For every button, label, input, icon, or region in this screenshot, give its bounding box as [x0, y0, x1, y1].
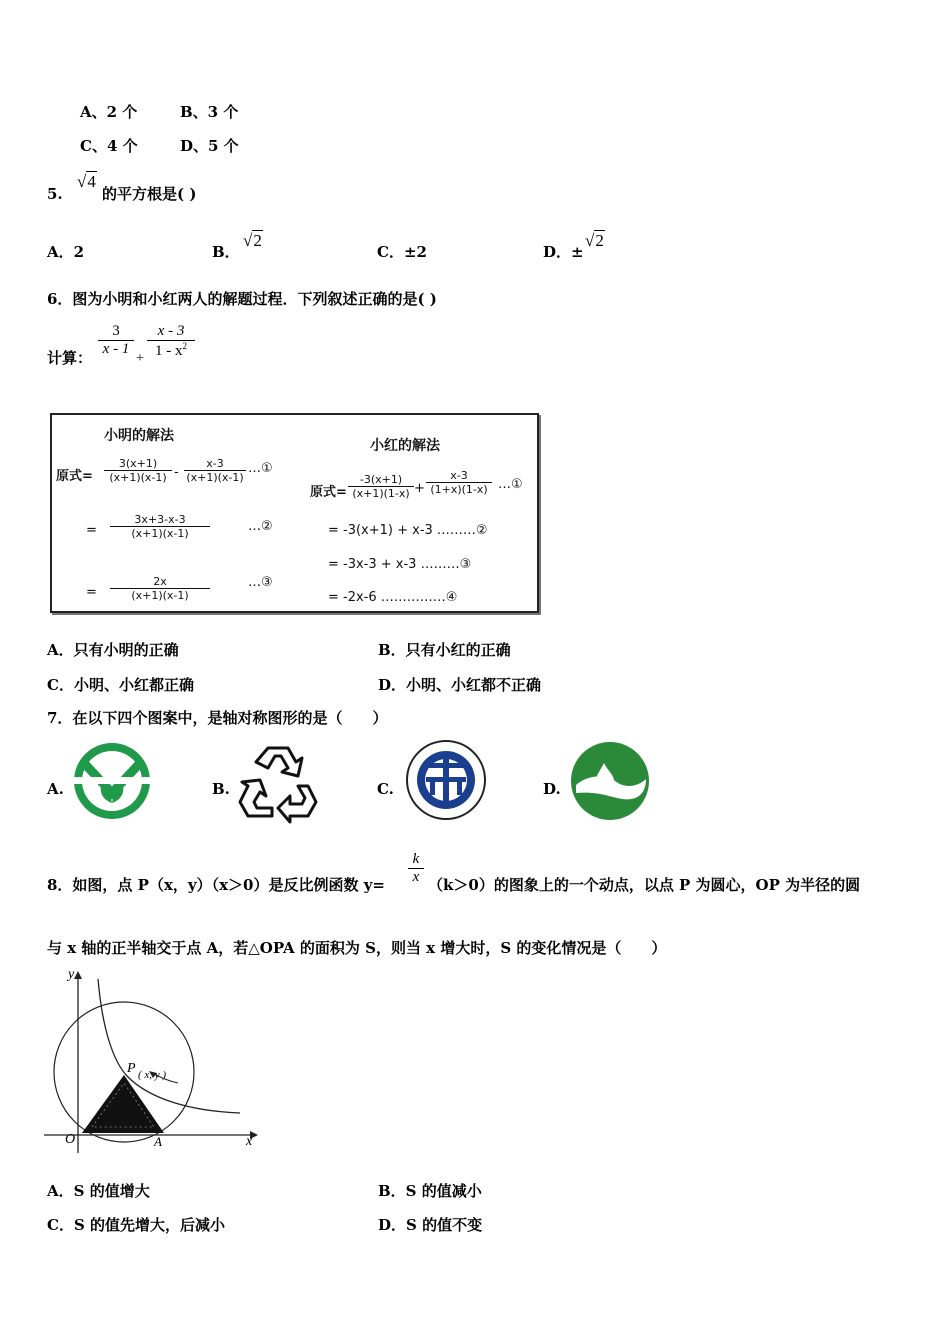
q8-option-a: A．S 的值增大: [47, 1182, 150, 1200]
solution-image: [50, 413, 539, 613]
ming-step2-mark: …②: [248, 519, 273, 534]
q5-option-b-sqrt: √2: [243, 231, 262, 250]
q8-figure-p-label: P: [127, 1061, 136, 1076]
q6-fraction-2: $\frac{x - 3}{1 - x^2}$: [147, 323, 195, 360]
q6-option-d: D．小明、小红都不正确: [378, 676, 542, 694]
q8-option-b: B．S 的值减小: [378, 1182, 482, 1200]
q7-label-d: D.: [543, 780, 561, 798]
q6-plus: +: [136, 351, 144, 366]
q8-figure-a-label: A: [154, 1134, 162, 1149]
ming-step3-frac: 2x (x+1)(x-1): [110, 575, 210, 602]
ming-step2-eq: =: [86, 523, 97, 538]
q6-option-b: B．只有小红的正确: [378, 641, 511, 659]
q8-figure: [40, 965, 270, 1155]
q6-option-c: C．小明、小红都正确: [47, 676, 194, 694]
q4-option-a: A、2 个: [80, 103, 138, 121]
ming-step3-eq: =: [86, 585, 97, 600]
ming-step1-mark: …①: [248, 461, 273, 476]
q5-sqrt4: √4: [77, 172, 96, 191]
hong-step1-plus: +: [414, 481, 425, 496]
q7-label-c: C.: [377, 780, 394, 798]
ming-step1-label: 原式=: [56, 469, 93, 484]
q8-figure-p-coords: ( x, y ): [138, 1069, 167, 1081]
q8-stem-line2: 与 x 轴的正半轴交于点 A，若△OPA 的面积为 S，则当 x 增大时，S 的变化情况是（ ）: [47, 939, 667, 957]
hong-title: 小红的解法: [370, 438, 440, 454]
q6-calc-label: 计算：: [47, 349, 93, 367]
green-food-logo-icon: [70, 741, 154, 821]
q5-option-b-label: B．: [212, 243, 240, 261]
hong-step2: = -3(x+1) + x-3 ………②: [328, 523, 488, 538]
hong-step1-frac2: x-3 (1+x)(1-x): [426, 469, 492, 496]
ming-title: 小明的解法: [104, 428, 174, 444]
q7-stem: 7．在以下四个图案中，是轴对称图形的是（ ）: [47, 709, 388, 727]
q6-option-a: A．只有小明的正确: [47, 641, 179, 659]
q8-figure-y-label: y: [68, 967, 75, 982]
q5-option-a: A．2: [47, 243, 85, 261]
q6-fraction-1: $\frac{3}{x - 1}$: [98, 323, 134, 358]
ming-step2-frac: 3x+3-x-3 (x+1)(x-1): [110, 513, 210, 540]
circle-emblem-logo-icon: [404, 739, 488, 821]
q7-label-a: A.: [47, 780, 64, 798]
hong-step3: = -3x-3 + x-3 ………③: [328, 557, 472, 572]
q8-figure-x-label: x: [246, 1134, 253, 1149]
recycle-logo-icon: [238, 742, 318, 820]
hong-step1-mark: …①: [498, 477, 523, 492]
q6-stem: 6．图为小明和小红两人的解题过程．下列叙述正确的是( ): [47, 290, 437, 308]
q8-figure-o-label: O: [65, 1132, 76, 1147]
q8-stem-pre: 8．如图，点 P（x，y）（x＞0）是反比例函数 y=: [47, 876, 385, 894]
q8-fraction: $\frac{k}{x}$: [408, 851, 424, 886]
ming-step1-minus: -: [174, 465, 179, 480]
q8-option-d: D．S 的值不变: [378, 1216, 483, 1234]
q5-number: 5.: [47, 185, 63, 203]
hong-step1-label: 原式=: [310, 485, 347, 500]
q4-option-b: B、3 个: [180, 103, 239, 121]
q5-option-d-sqrt: √2: [585, 231, 604, 250]
q7-label-b: B.: [212, 780, 230, 798]
ming-step1-frac1: 3(x+1) (x+1)(x-1): [104, 457, 172, 484]
q4-option-c: C、4 个: [80, 137, 138, 155]
water-drop-logo-icon: [570, 741, 650, 821]
ming-step3-mark: …③: [248, 575, 273, 590]
q8-option-c: C．S 的值先增大，后减小: [47, 1216, 225, 1234]
ming-step1-frac2: x-3 (x+1)(x-1): [184, 457, 246, 484]
q8-stem-post: （k＞0）的图象上的一个动点，以点 P 为圆心，OP 为半径的圆: [428, 876, 861, 894]
q5-option-c: C．±2: [377, 243, 427, 261]
hong-step1-frac1: -3(x+1) (x+1)(1-x): [348, 473, 414, 500]
hong-step4: = -2x-6 ……………④: [328, 590, 458, 605]
q4-option-d: D、5 个: [180, 137, 239, 155]
q5-option-d-label: D．±: [543, 243, 584, 261]
q5-stem: 的平方根是( ): [102, 185, 197, 203]
